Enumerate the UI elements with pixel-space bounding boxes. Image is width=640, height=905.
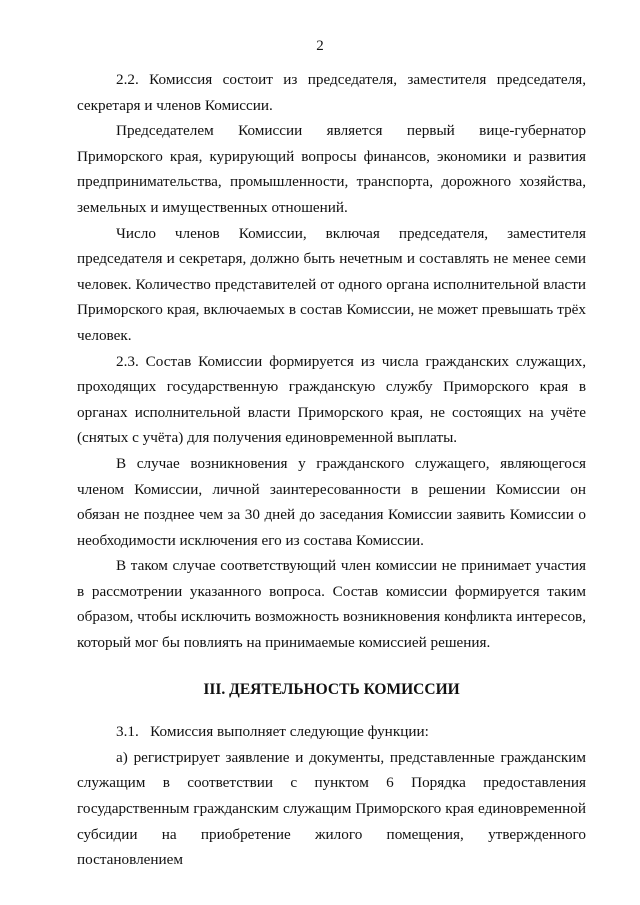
paragraph-2-3: 2.3. Состав Комиссии формируется из числа гражданских служащих, проходящих государственную гражданскую службу Приморского края в органах исполнительной власти Приморского края, не состоящих на учёте (снятых с учёта) для получения единовременной выплаты. [77, 352, 586, 447]
paragraph-2-2: 2.2. Комиссия состоит из председателя, заместителя председателя, секретаря и членов Комиссии. [77, 71, 586, 114]
paragraph-conflict-of-interest: В случае возникновения у гражданского служащего, являющегося членом Комиссии, личной заинтересованности в решении Комиссии он обязан не позднее чем за 30 дней до заседания Комиссии заявить Комиссии о необходимости исключения его из состава Комиссии. [77, 454, 586, 549]
paragraph-3-1: 3.1. Комиссия выполняет следующие функции: [116, 723, 429, 741]
paragraph-3-1-a: а) регистрирует заявление и документы, представленные гражданским служащим в соответствии с пунктом 6 Порядка предоставления государственным гражданским служащим Приморского края единовременной субсидии на приобретение жилого помещения, утвержденного постановлением [77, 748, 586, 869]
document-body [77, 67, 586, 873]
paragraph-exclusion: В таком случае соответствующий член комиссии не принимает участия в рассмотрении указанного вопроса. Состав комиссии формируется таким образом, чтобы исключить возможность возникновения конфликта интересов, который мог бы повлиять на принимаемые комиссией решения. [77, 557, 586, 652]
page-number: 2 [316, 38, 324, 54]
paragraph-chairman: Председателем Комиссии является первый вице-губернатор Приморского края, курирующий вопросы финансов, экономики и развития предпринимательства, промышленности, транспорта, дорожного хозяйства, земельных и имущественных отношений. [77, 122, 586, 216]
section-heading: III. ДЕЯТЕЛЬНОСТЬ КОМИССИИ [203, 680, 460, 698]
paragraph-member-count: Число членов Комиссии, включая председателя, заместителя председателя и секретаря, должно быть нечетным и составлять не менее семи человек. Количество представителей от одного органа исполнительной власти Приморского края, включаемых в состав Комиссии, не может превышать трёх человек. [77, 224, 586, 344]
